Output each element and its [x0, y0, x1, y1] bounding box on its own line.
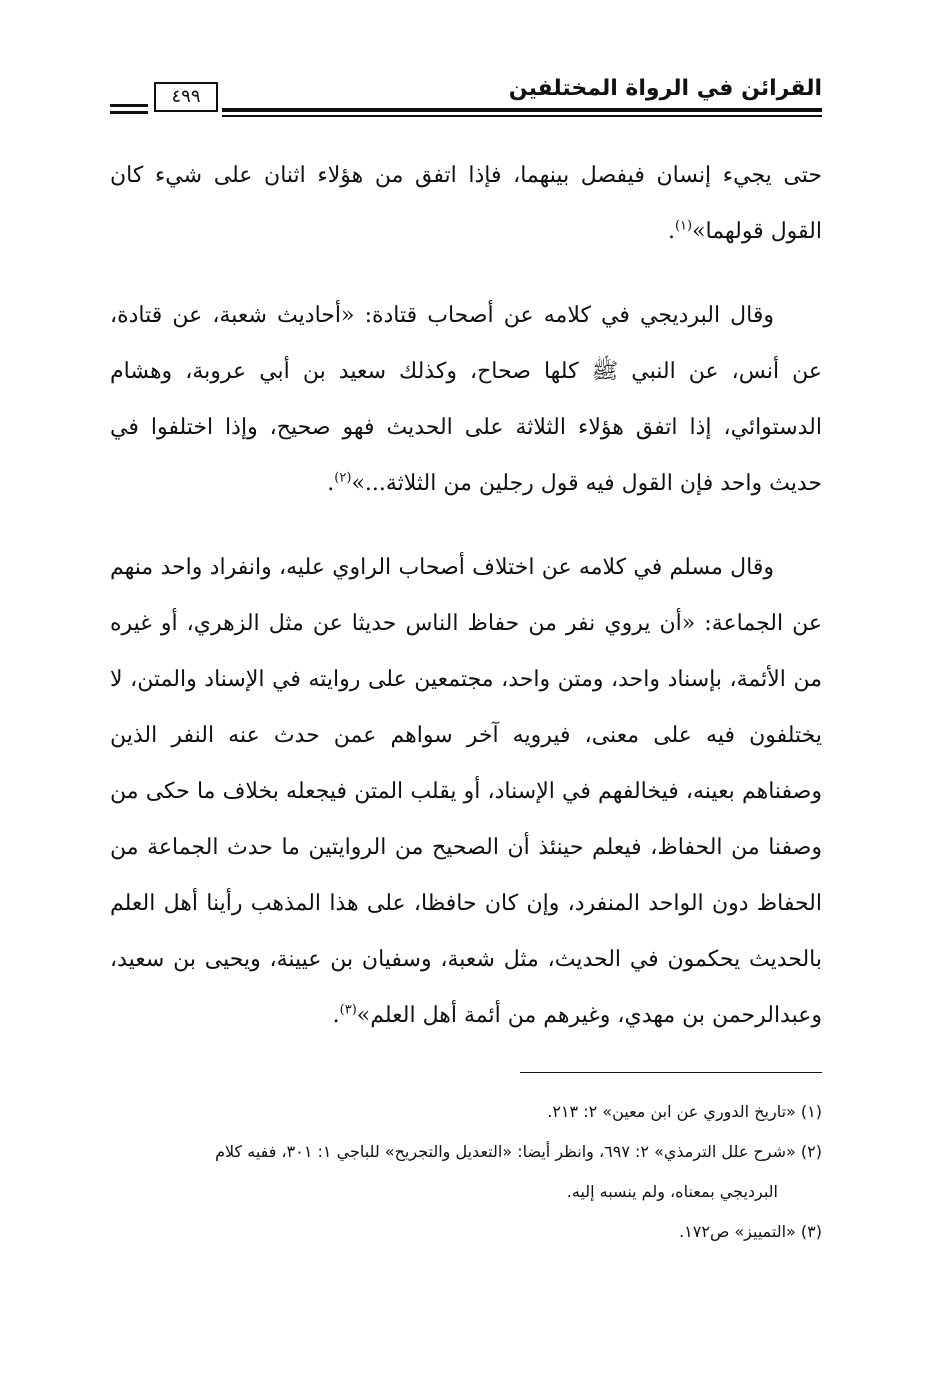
header-rule-left-top: [110, 104, 148, 107]
end-mark: .: [332, 1003, 340, 1028]
page-header: [110, 76, 822, 122]
running-title: القرائن في الرواة المختلفين: [508, 76, 822, 101]
footnote-1: (١) «تاريخ الدوري عن ابن معين» ٢: ٢١٣.: [547, 1102, 822, 1121]
end-mark: .: [327, 471, 335, 496]
footnote-2-continuation: البرديجي بمعناه، ولم ينسبه إليه.: [566, 1182, 778, 1201]
paragraph-3: [110, 540, 822, 1044]
header-rule-left-bottom: [110, 111, 148, 114]
page-number: ٤٩٩: [154, 82, 218, 112]
footnote-ref-2: (٢): [334, 470, 352, 486]
paragraph-1-text: حتى يجيء إنسان فيفصل بينهما، فإذا اتفق من هؤلاء اثنان على شيء كان القول قولهما»: [110, 163, 822, 244]
footnote-ref-1: (١): [674, 218, 693, 234]
end-mark: .: [667, 219, 675, 244]
footnote-ref-3: (٣): [339, 1002, 357, 1018]
footnote-separator: [520, 1072, 822, 1073]
header-rule-thick: [222, 108, 822, 112]
paragraph-1: [110, 148, 822, 260]
footnote-2: (٢) «شرح علل الترمذي» ٢: ٦٩٧، وانظر أيضا: «التعديل والتجريح» للباجي ١: ٣٠١، ففيه كلام: [215, 1142, 822, 1161]
body-text: [110, 148, 822, 1044]
header-rule-thin: [222, 115, 822, 117]
paragraph-2: [110, 288, 822, 512]
footnotes: [110, 1092, 822, 1252]
footnote-3: (٣) «التمييز» ص١٧٢.: [679, 1222, 822, 1241]
paragraph-2-text: وقال البرديجي في كلامه عن أصحاب قتادة: «أحاديث شعبة، عن قتادة، عن أنس، عن النبي ﷺ كلها صحاح، وكذلك سعيد بن أبي عروبة، وهشام الدستوائي، إذا اتفق هؤلاء الثلاثة على الحديث فهو صحيح، وإذا اختلفوا في حديث واحد فإن القول فيه قول رجلين من الثلاثة...»: [110, 303, 822, 496]
paragraph-3-text: وقال مسلم في كلامه عن اختلاف أصحاب الراوي عليه، وانفراد واحد منهم عن الجماعة: «أن يروي نفر من حفاظ الناس حديثا عن مثل الزهري، أو غيره من الأئمة، بإسناد واحد، ومتن واحد، مجتمعين على روايته في الإسناد والمتن، لا يختلفون فيه على معنى، فيرويه آخر سواهم عمن حدث عنه النفر الذين وصفناهم بعينه، فيخالفهم في الإسناد، أو يقلب المتن فيجعله بخلاف ما حكى من وصفنا من الحفاظ، فيعلم حينئذ أن الصحيح من الروايتين ما حدث الجماعة من الحفاظ دون الواحد المنفرد، وإن كان حافظا، على هذا المذهب رأينا أهل العلم بالحديث يحكمون في الحديث، مثل شعبة، وسفيان بن عيينة، ويحيى بن سعيد، وعبدالرحمن بن مهدي، وغيرهم من أئمة أهل العلم»: [110, 555, 822, 1028]
